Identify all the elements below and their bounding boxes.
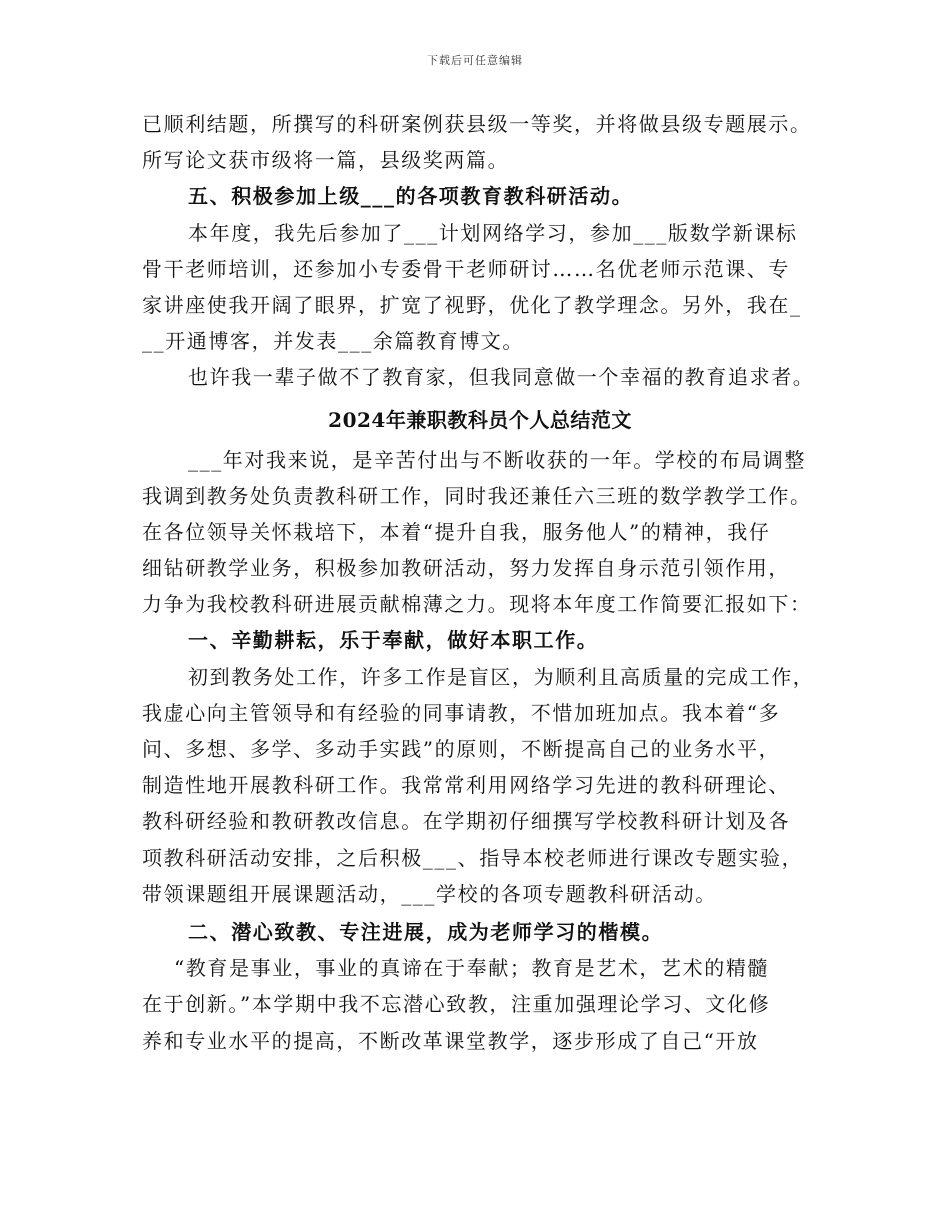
paragraph-line: 在各位领导关怀栽培下，本着“提升自我，服务他人”的精神，我仔 bbox=[142, 519, 771, 544]
section-heading: 五、积极参加上级___的各项教育教科研活动。 bbox=[188, 184, 634, 209]
paragraph-line: 问、多想、多学、多动手实践”的原则，不断提高自己的业务水平， bbox=[142, 737, 781, 761]
paragraph-line: 也许我一辈子做不了教育家，但我同意做一个幸福的教育追求者。 bbox=[188, 365, 815, 390]
paragraph-line: 本年度，我先后参加了___计划网络学习，参加___版数学新课标 bbox=[188, 220, 798, 245]
paragraph-line: 带领课题组开展课题活动，___学校的各项专题教科研活动。 bbox=[142, 881, 717, 906]
paragraph-line: 我调到教务处负责教科研工作，同时我还兼任六三班的数学教学工作。 bbox=[142, 483, 812, 508]
paragraph-line: __开通博客，并发表___余篇教育博文。 bbox=[142, 329, 524, 354]
paragraph-line: 制造性地开展教科研工作。我常常利用网络学习先进的教科研理论、 bbox=[142, 773, 790, 798]
page-header: 下载后可任意编辑 bbox=[427, 54, 523, 67]
paragraph-line: 项教科研活动安排，之后积极___、指导本校老师进行课改专题实验， bbox=[142, 845, 804, 870]
paragraph-line: ___年对我来说，是辛苦付出与不断收获的一年。学校的布局调整 bbox=[188, 447, 806, 472]
document-title: 2024年兼职教科员个人总结范文 bbox=[328, 407, 632, 432]
paragraph-line: 已顺利结题，所撰写的科研案例获县级一等奖，并将做县级专题展示。 bbox=[142, 112, 812, 136]
paragraph-line: 教科研经验和教研教改信息。在学期初仔细撰写学校教科研计划及各 bbox=[142, 809, 790, 834]
section-heading: 一、辛勤耕耘，乐于奉献，做好本职工作。 bbox=[188, 628, 599, 653]
paragraph-line: 力争为我校教科研进展贡献棉薄之力。现将本年度工作简要汇报如下： bbox=[142, 592, 812, 617]
paragraph-line: 初到教务处工作，许多工作是盲区，为顺利且高质量的完成工作， bbox=[188, 664, 815, 689]
paragraph-line: 在于创新。”本学期中我不忘潜心致教，注重加强理论学习、文化修 bbox=[142, 992, 771, 1017]
paragraph-line: 我虚心向主管领导和有经验的同事请教，不惜加班加点。我本着“多 bbox=[142, 700, 781, 725]
paragraph-line: 家讲座使我开阔了眼界，扩宽了视野，优化了教学理念。另外，我在_ bbox=[142, 292, 802, 317]
paragraph-line: 养和专业水平的提高，不断改革课堂教学，逐步形成了自己“开放 bbox=[142, 1028, 759, 1053]
paragraph-line: 骨干老师培训，还参加小专委骨干老师研讨……名优老师示范课、专 bbox=[142, 256, 790, 281]
paragraph-line: 所写论文获市级将一篇，县级奖两篇。 bbox=[142, 148, 510, 173]
paragraph-line: “教育是事业，事业的真谛在于奉献；教育是艺术，艺术的精髓 bbox=[174, 956, 770, 981]
section-heading: 二、潜心致教、专注进展，成为老师学习的楷模。 bbox=[188, 919, 664, 944]
paragraph-line: 细钻研教学业务，积极参加教研活动，努力发挥自身示范引领作用， bbox=[142, 556, 790, 581]
document-body bbox=[142, 106, 818, 1059]
